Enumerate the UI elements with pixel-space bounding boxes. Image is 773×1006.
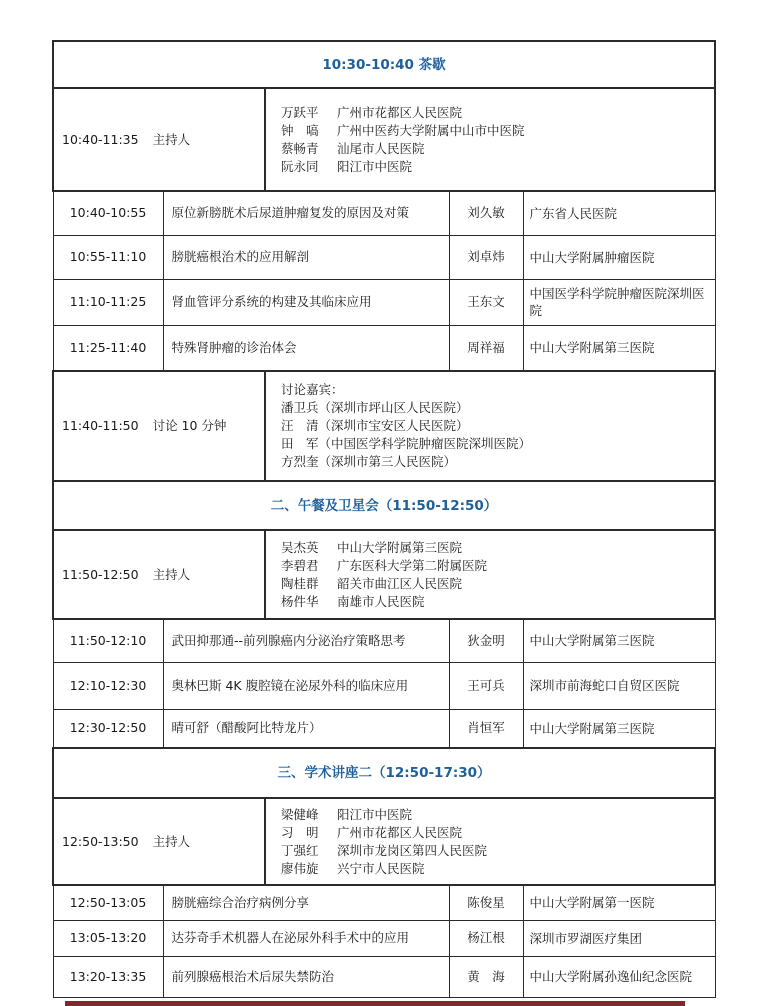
talk-institution: 广东省人民医院 [523,191,715,235]
talk-row [53,279,715,325]
moderator-entry [281,806,714,824]
talk-row [53,920,715,956]
talk-speaker: 周祥福 [449,325,523,371]
talk-institution: 中国医学科学院肿瘤医院深圳医院 [523,279,715,325]
moderator-institution: 广东医科大学第二附属医院 [337,557,488,573]
talk-speaker: 狄金明 [449,619,523,662]
talk-speaker: 刘卓炜 [449,235,523,279]
moderator-name: 梁健峰 [281,806,319,822]
section-heading-lunch: 二、午餐及卫星会（11:50-12:50） [53,481,715,530]
moderator-institution: 广州市花都区人民医院 [337,824,463,840]
talk-row [53,709,715,748]
block-time: 11:50-12:50 [62,566,139,582]
moderator-name: 钟 嗃 [281,122,319,138]
moderator-entry [281,593,714,611]
talk-speaker: 王东文 [449,279,523,325]
talk-topic: 前列腺癌根治术后尿失禁防治 [163,956,449,997]
moderator-list-cell [265,530,715,619]
talk-speaker: 杨江根 [449,920,523,956]
section-heading-lecture-2: 三、学术讲座二（12:50-17:30） [53,748,715,798]
talk-topic: 晴可舒（醋酸阿比特龙片） [163,709,449,748]
talk-institution: 中山大学附属孙逸仙纪念医院 [523,956,715,997]
moderator-institution: 阳江市中医院 [337,806,413,822]
moderator-block [53,798,715,885]
moderator-name: 廖伟旋 [281,860,319,876]
talk-row [53,325,715,371]
talk-institution: 深圳市罗湖医疗集团 [523,920,715,956]
moderator-name: 万跃平 [281,104,319,120]
talk-topic: 武田抑那通--前列腺癌内分泌治疗策略思考 [163,619,449,662]
talk-time: 11:10-11:25 [53,279,163,325]
talk-institution: 中山大学附属第三医院 [523,709,715,748]
moderator-institution: 广州中医药大学附属中山市中医院 [337,122,525,138]
moderator-list-cell [265,798,715,885]
talk-row [53,662,715,709]
talk-row [53,956,715,997]
section-heading-tea-break: 10:30-10:40 茶歇 [53,41,715,88]
talk-speaker: 王可兵 [449,662,523,709]
moderator-name: 杨件华 [281,593,319,609]
moderator-name: 习 明 [281,824,319,840]
talk-topic: 达芬奇手术机器人在泌尿外科手术中的应用 [163,920,449,956]
block-time: 11:40-11:50 [62,418,139,433]
talk-institution: 中山大学附属第三医院 [523,325,715,371]
moderator-name: 陶桂群 [281,575,319,591]
moderator-entry [281,575,714,593]
talk-time: 12:30-12:50 [53,709,163,748]
moderator-block [53,88,715,191]
talk-time: 11:25-11:40 [53,325,163,371]
discussion-block [53,371,715,481]
talk-time: 10:55-11:10 [53,235,163,279]
talk-institution: 深圳市前海蛇口自贸区医院 [523,662,715,709]
moderator-entry [281,557,714,575]
block-time-cell [53,88,265,191]
talk-time: 12:50-13:05 [53,885,163,920]
moderator-entry [281,539,714,557]
talk-speaker: 黄 海 [449,956,523,997]
talk-speaker: 刘久敏 [449,191,523,235]
discussion-title: 讨论嘉宾： [281,382,344,397]
discussion-guest: 汪 清（深圳市宝安区人民医院） [281,418,469,433]
moderator-name: 阮永同 [281,158,319,174]
talk-topic: 肾血管评分系统的构建及其临床应用 [163,279,449,325]
talk-row [53,619,715,662]
moderator-institution: 深圳市龙岗区第四人民医院 [337,842,488,858]
moderator-name: 吴杰英 [281,539,319,555]
talk-time: 10:40-10:55 [53,191,163,235]
block-role: 讨论 10 分钟 [152,418,227,433]
moderator-entry [281,140,714,158]
block-time-cell [53,798,265,885]
schedule-table [52,40,716,998]
talk-speaker: 肖恒军 [449,709,523,748]
discussion-guest: 潘卫兵（深圳市坪山区人民医院） [281,400,469,415]
discussion-guest-cell [265,371,715,481]
moderator-list-cell [265,88,715,191]
talk-topic: 原位新膀胱术后尿道肿瘤复发的原因及对策 [163,191,449,235]
talk-topic: 奥林巴斯 4K 腹腔镜在泌尿外科的临床应用 [163,662,449,709]
moderator-institution: 中山大学附属第三医院 [337,539,463,555]
moderator-entry [281,122,714,140]
talk-institution: 中山大学附属肿瘤医院 [523,235,715,279]
moderator-entry [281,158,714,176]
talk-time: 13:20-13:35 [53,956,163,997]
moderator-institution: 广州市花都区人民医院 [337,104,463,120]
moderator-block [53,530,715,619]
moderator-entry [281,860,714,878]
block-role: 主持人 [152,566,191,582]
moderator-institution: 兴宁市人民医院 [337,860,425,876]
discussion-guest: 田 军（中国医学科学院肿瘤医院深圳医院） [281,436,532,451]
talk-institution: 中山大学附属第三医院 [523,619,715,662]
talk-time: 12:10-12:30 [53,662,163,709]
moderator-name: 蔡畅青 [281,140,319,156]
moderator-institution: 阳江市中医院 [337,158,413,174]
talk-topic: 膀胱癌综合治疗病例分享 [163,885,449,920]
talk-topic: 特殊肾肿瘤的诊治体会 [163,325,449,371]
block-time-cell [53,371,265,481]
talk-institution: 中山大学附属第一医院 [523,885,715,920]
discussion-guest: 方烈奎（深圳市第三人民医院） [281,454,457,469]
talk-time: 11:50-12:10 [53,619,163,662]
moderator-name: 李碧君 [281,557,319,573]
page-footer-bar [65,1001,685,1006]
block-role: 主持人 [152,131,191,147]
moderator-institution: 汕尾市人民医院 [337,140,425,156]
talk-row [53,191,715,235]
moderator-entry [281,842,714,860]
talk-speaker: 陈俊星 [449,885,523,920]
moderator-entry [281,104,714,122]
talk-row [53,235,715,279]
moderator-institution: 南雄市人民医院 [337,593,425,609]
block-time: 12:50-13:50 [62,833,139,849]
block-time: 10:40-11:35 [62,131,139,147]
moderator-institution: 韶关市曲江区人民医院 [337,575,463,591]
block-role: 主持人 [152,833,191,849]
talk-time: 13:05-13:20 [53,920,163,956]
block-time-cell [53,530,265,619]
talk-row [53,885,715,920]
moderator-name: 丁强红 [281,842,319,858]
moderator-entry [281,824,714,842]
talk-topic: 膀胱癌根治术的应用解剖 [163,235,449,279]
